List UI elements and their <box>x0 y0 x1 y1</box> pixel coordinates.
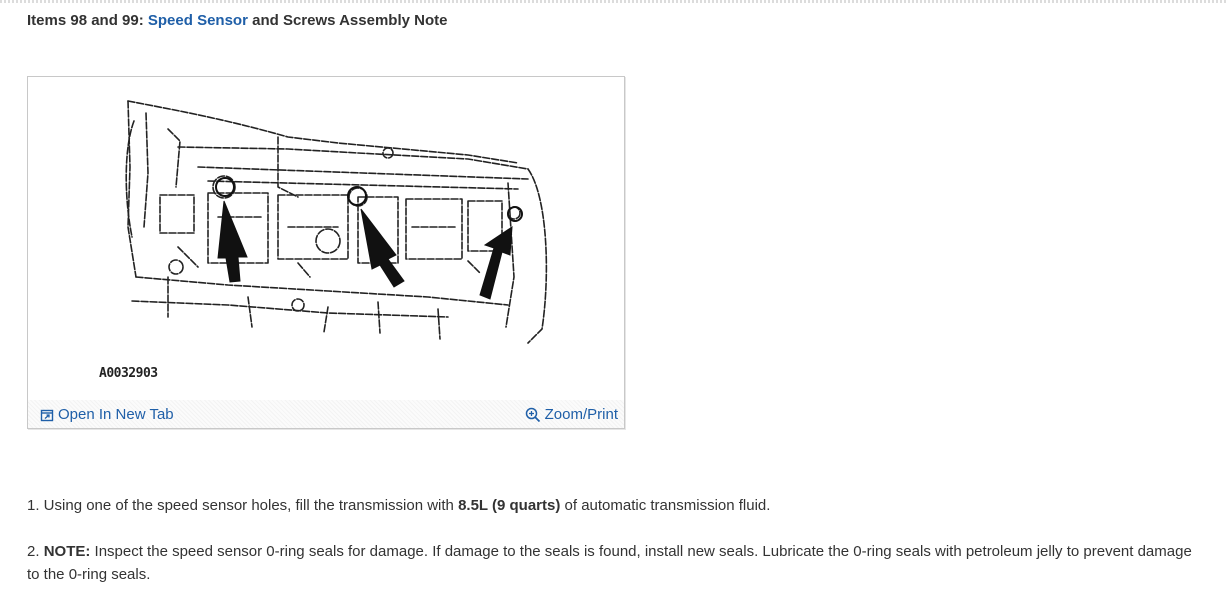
zoom-print-link[interactable] <box>525 406 618 423</box>
figure-container <box>27 76 625 429</box>
zoom-icon <box>525 407 541 423</box>
new-tab-icon <box>40 408 54 422</box>
step-2 <box>27 540 1207 586</box>
step-2-text: Inspect the speed sensor 0-ring seals for damage. If damage to the seals is found, install new seals. Lubricate the 0-ring seals with petroleum jelly to prevent damage to the 0-ring seals. <box>27 543 1192 583</box>
heading-suffix: and Screws Assembly Note <box>247 12 448 29</box>
step-1-number: 1. <box>27 497 40 514</box>
step-1 <box>27 494 1207 517</box>
figure-footer <box>28 400 624 428</box>
top-divider <box>0 0 1228 3</box>
speed-sensor-link[interactable]: Speed Sensor <box>147 12 248 29</box>
step-1-bold: 8.5L (9 quarts) <box>458 497 561 514</box>
figure-id-label: A0032903 <box>99 366 158 381</box>
section-heading <box>27 12 447 29</box>
open-in-new-tab-link[interactable] <box>40 406 174 423</box>
step-1-text-after: of automatic transmission fluid. <box>560 497 771 514</box>
transmission-illustration <box>28 77 624 397</box>
zoom-print-label: Zoom/Print <box>544 406 618 423</box>
step-2-note-label: NOTE: <box>43 543 91 560</box>
step-2-number: 2. <box>27 543 40 560</box>
heading-prefix: Items 98 and 99: <box>27 12 148 29</box>
step-1-text-before: Using one of the speed sensor holes, fill the transmission with <box>39 497 459 514</box>
open-in-new-tab-label: Open In New Tab <box>58 406 174 423</box>
